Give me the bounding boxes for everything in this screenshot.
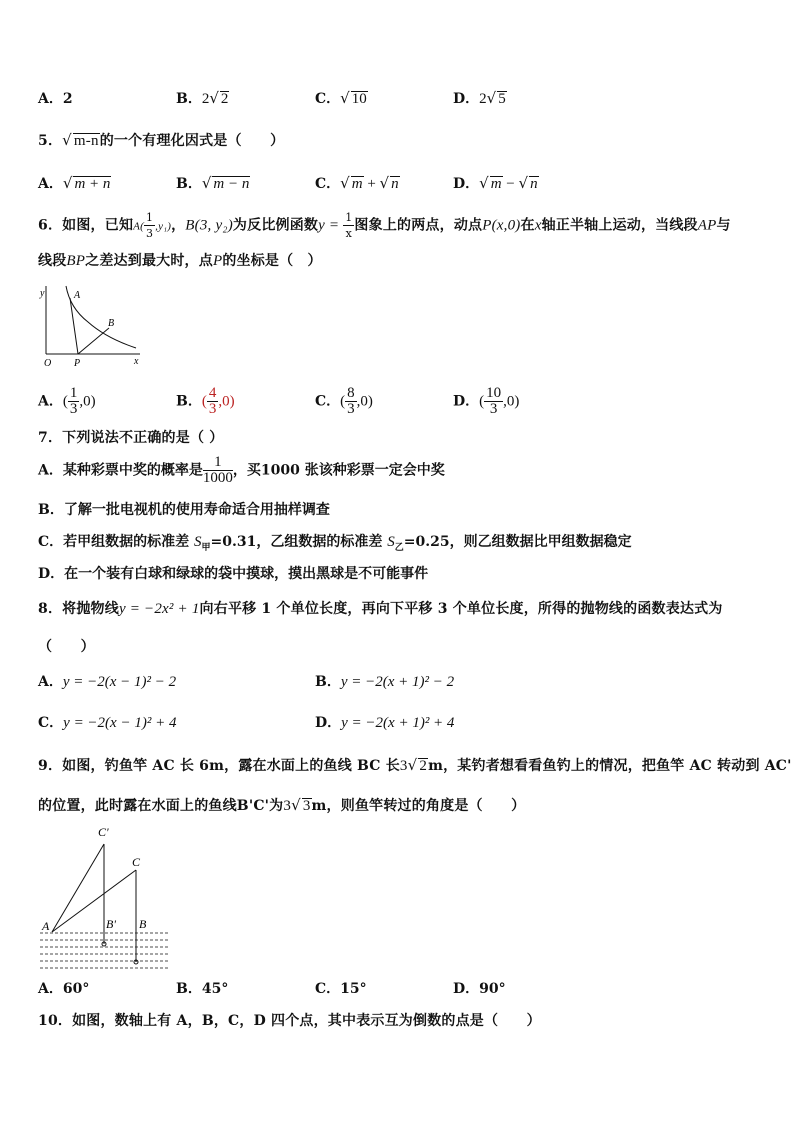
fig-label-o: O xyxy=(44,358,52,368)
fig-label-y: y xyxy=(40,288,45,299)
fig-label-b: B xyxy=(139,917,147,931)
q7-option-a: A．某种彩票中奖的概率是 $\frac{1}{1000}$ ，买1000 张该种彩票一定会中奖 xyxy=(38,454,445,486)
q9-option-c: C．15° xyxy=(315,981,367,997)
q4-option-b: B．2√ 2 xyxy=(176,89,229,107)
q8-stem: 8．将抛物线y = −2x² + 1向右平移 1 个单位长度，再向下平移 3 个单位长度，所得的抛物线的函数表达式为 xyxy=(38,601,723,617)
fig-label-p: P xyxy=(74,358,81,368)
q8-option-c: C．y = −2(x − 1)² + 4 xyxy=(38,715,177,731)
fig-label-b-prime: B' xyxy=(106,917,116,931)
q5-option-a: A．√ m + n xyxy=(38,174,111,192)
q7-stem: 7．下列说法不正确的是（ ） xyxy=(38,430,224,446)
q9-stem-line1: 9．如图，钓鱼竿 AC 长 6m，露在水面上的鱼线 BC 长3√ 2m，某钓者想看看鱼钓上的情况，把鱼竿 AC 转动到 AC' xyxy=(38,756,792,774)
rod-ac-prime xyxy=(52,844,104,932)
q6-stem-line1: 6．如图，已知A( $\frac{1}{3}$ ,y₁)，B(3, y₂)为反比例函数y = $\frac{1}{x}$ 图象上的两点，动点P(x,0)在x轴正半轴上运动，当线段AP与 xyxy=(38,211,731,240)
q6-figure xyxy=(36,282,146,368)
q7-option-b: B．了解一批电视机的使用寿命适合用抽样调查 xyxy=(38,502,330,518)
q8-option-d: D．y = −2(x + 1)² + 4 xyxy=(315,715,455,731)
q6-stem-line2: 线段BP之差达到最大时，点P的坐标是（ ） xyxy=(38,253,322,269)
fig-label-a: A xyxy=(74,290,81,301)
q9-stem-line2: 的位置，此时露在水面上的鱼线B'C'为3√ 3m，则鱼竿转过的角度是（ ） xyxy=(38,796,526,814)
q7-option-c: C．若甲组数据的标准差 $S_甲=0.31$，乙组数据的标准差 $S_乙=0.25$，则乙组数据比甲组数据稳定 xyxy=(38,534,632,553)
q4-option-d: D．2√ 5 xyxy=(453,89,506,107)
segment-bp xyxy=(78,328,109,354)
fig-label-a: A xyxy=(42,919,50,933)
q9-option-a: A．60° xyxy=(38,981,90,997)
q8-option-a: A．y = −2(x − 1)² − 2 xyxy=(38,674,177,690)
q8-option-b: B．y = −2(x + 1)² − 2 xyxy=(315,674,455,690)
q6-option-b: B．( $\frac{4}{3}$ ,0) xyxy=(176,385,235,417)
fig-label-c: C xyxy=(132,855,141,869)
fig-label-x: x xyxy=(134,356,139,367)
q4-option-c: C．√ 10 xyxy=(315,89,367,107)
q10-stem: 10．如图，数轴上有 A，B，C，D 四个点，其中表示互为倒数的点是（ ） xyxy=(38,1013,541,1029)
q5-option-b: B．√ m − n xyxy=(176,174,250,192)
q6-option-a: A．( $\frac{1}{3}$ ,0) xyxy=(38,385,96,417)
q8-paren: （ ） xyxy=(38,639,95,655)
q5-option-c: C．√ m + √ n xyxy=(315,174,399,192)
q7-option-d: D．在一个装有白球和绿球的袋中摸球，摸出黑球是不可能事件 xyxy=(38,566,429,582)
q6-option-d: D．( $\frac{10}{3}$ ,0) xyxy=(453,385,520,417)
q6-option-c: C．( $\frac{8}{3}$ ,0) xyxy=(315,385,373,417)
fig-label-b: B xyxy=(108,318,115,329)
q4-option-a: A．2 xyxy=(38,91,73,107)
q9-option-b: B．45° xyxy=(176,981,229,997)
q5-stem: 5．√ m-n的一个有理化因式是（ ） xyxy=(38,131,285,149)
fig-label-c-prime: C' xyxy=(98,825,109,839)
rod-ac xyxy=(52,870,136,932)
q9-figure xyxy=(36,822,172,972)
q5-option-d: D．√ m − √ n xyxy=(453,174,538,192)
q9-option-d: D．90° xyxy=(453,981,506,997)
